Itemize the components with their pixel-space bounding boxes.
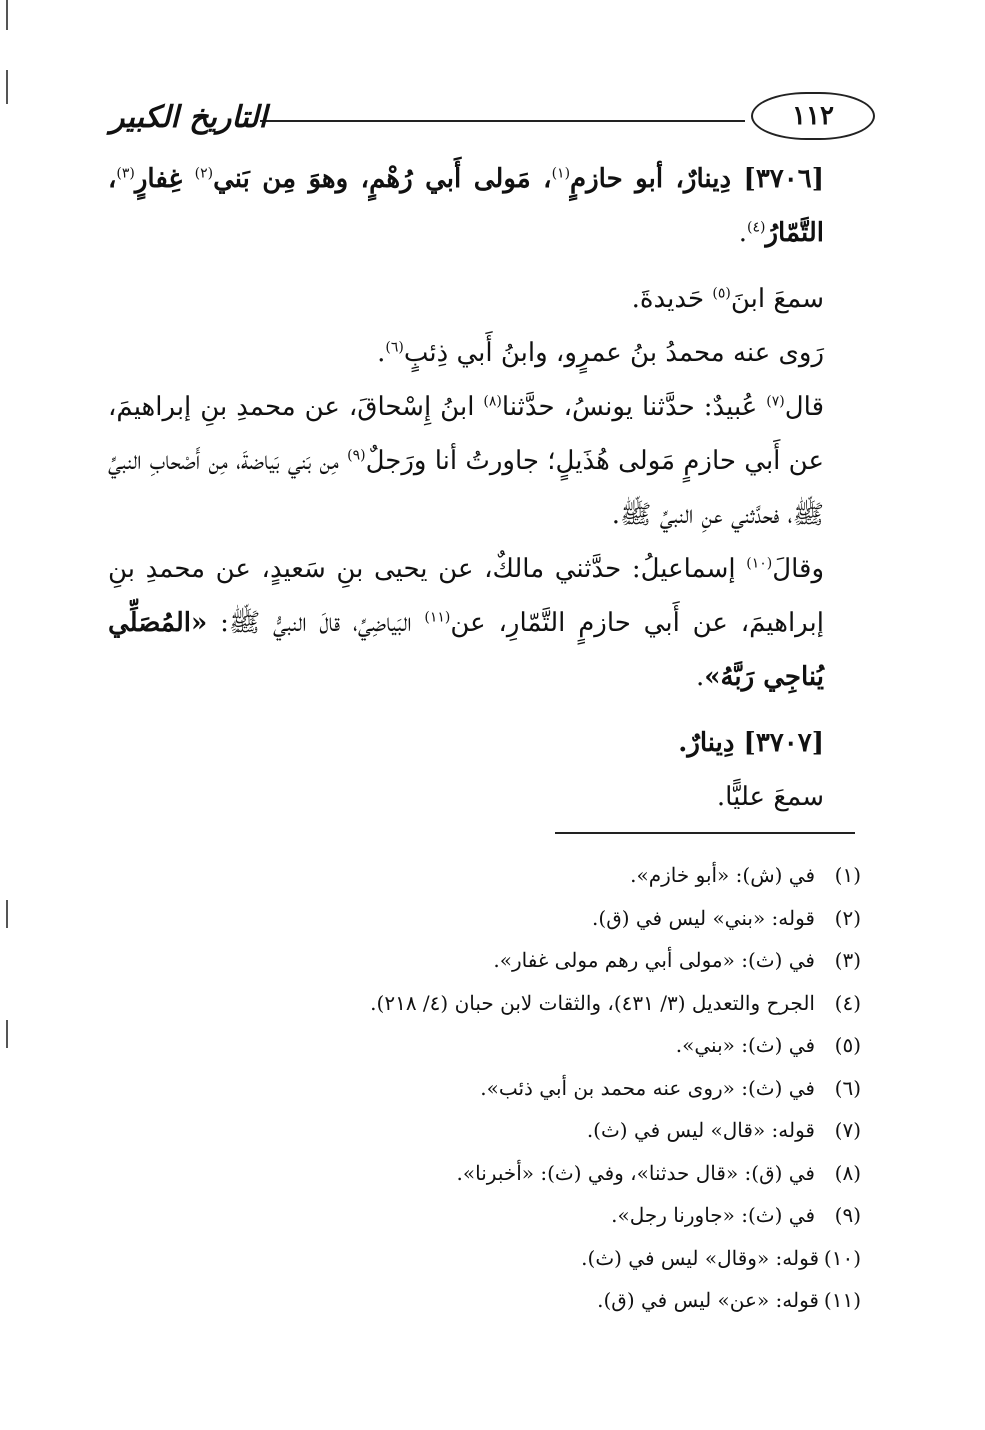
scan-edge-mark — [6, 1020, 8, 1048]
footnote-item — [221, 982, 861, 1025]
footnote-number: (٤) — [834, 990, 861, 1015]
footnote-number: (٥) — [834, 1033, 861, 1057]
footnote-item — [221, 897, 861, 940]
hadith-quote: «المُصَلِّي يُناجِي رَبَّهُ» — [108, 608, 824, 692]
footnote-number: (١١) — [823, 1288, 861, 1312]
footnote-text: قوله: «بني» ليس في (ق). — [592, 905, 815, 930]
footnote-text: قوله: «قال» ليس في (ث). — [586, 1118, 815, 1142]
body-text: قال — [784, 392, 825, 422]
footnote-number: (٦) — [834, 1075, 861, 1100]
isnad-paragraph-2 — [108, 542, 868, 704]
footnote-ref: (٣) — [116, 165, 135, 182]
footnote-text: في (ث): «مولى أبي رهم مولى غفار». — [493, 948, 815, 972]
body-text: سمعَ ابنَ — [730, 284, 824, 314]
entry-text: ، مَولى أَبي رُهْمٍ، وهوَ مِن بَني — [213, 164, 552, 194]
scan-edge-mark — [6, 0, 8, 30]
footnote-item — [221, 1109, 861, 1152]
running-header — [110, 92, 875, 148]
entry-3706 — [108, 152, 868, 260]
footnote-ref: (٢) — [194, 165, 214, 182]
footnote-ref: (٨) — [483, 393, 502, 410]
body-text: سمعَ عليًّا. — [716, 782, 824, 812]
narrated-line — [108, 326, 868, 380]
body-text: مِن بَني بَياضةَ، مِن أَصْحابِ النبيِّ ﷺ، فحدَّثني عنِ النبيِّ ﷺ. — [108, 446, 824, 530]
footnote-ref: (٧) — [766, 393, 785, 410]
footnote-item — [221, 1024, 861, 1067]
footnote-text: في (ث): «روى عنه محمد بن أبي ذئب». — [480, 1075, 815, 1100]
body-text: وقالَ — [772, 554, 824, 584]
footnote-item — [221, 854, 861, 897]
footnote-item — [221, 939, 861, 982]
body-text: . — [377, 338, 386, 368]
body-text: عُبيدٌ: حدَّثنا يونسُ، حدَّثنا — [501, 392, 767, 422]
footnote-item — [221, 1194, 861, 1237]
scan-edge-mark — [6, 70, 8, 104]
footnotes — [221, 854, 861, 1322]
footnote-number: (٨) — [834, 1160, 861, 1185]
scan-edge-mark — [6, 900, 8, 928]
footnote-ref: (٤) — [747, 219, 766, 236]
main-text — [108, 152, 868, 824]
footnote-text: قوله: «وقال» ليس في (ث). — [581, 1245, 819, 1270]
footnote-text: في (ق): «قال حدثنا»، وفي (ث): «أخبرنا». — [456, 1160, 815, 1185]
footnote-item — [221, 1067, 861, 1110]
footnote-text: في (ث): «جاورنا رجل». — [611, 1203, 815, 1227]
footnote-number: (٩) — [834, 1203, 861, 1227]
body-text: البَياضِيِّ، قالَ النبيُّ ﷺ: — [207, 608, 425, 638]
page-number: ١١٢ — [751, 92, 875, 140]
footnote-number: (١٠) — [823, 1245, 861, 1270]
footnote-ref: (٥) — [712, 285, 731, 302]
footnote-ref: (١٠) — [746, 555, 773, 572]
isnad-paragraph-1 — [108, 380, 868, 542]
footnote-text: في (ش): «أبو خازم». — [630, 863, 815, 887]
footnote-number: (٣) — [834, 948, 861, 972]
footnote-separator — [555, 832, 855, 834]
footnote-item — [221, 1279, 861, 1322]
header-rule — [260, 120, 745, 122]
footnote-text: الجرح والتعديل (٣/ ٤٣١)، والثقات لابن حبان (٤/ ٢١٨). — [370, 990, 815, 1015]
body-text: حَديدةَ. — [631, 284, 713, 314]
body-text: إسماعيلُ: حدَّثني مالكٌ، عن يحيى بنِ سَعيدٍ، عن محمدِ بنِ إبراهيمَ، عن أَبي حازمٍ التَّمّارِ، عن — [108, 554, 824, 638]
entry-3707 — [108, 716, 868, 770]
footnote-number: (١) — [834, 863, 861, 887]
body-text: . — [695, 662, 705, 692]
entry-text: غِفارٍ — [134, 164, 195, 194]
body-text: رَوى عنه محمدُ بنُ عمرٍو، وابنُ أَبي ذِئبٍ — [403, 338, 824, 368]
footnote-item — [221, 1237, 861, 1280]
running-title: التاريخ الكبير — [110, 100, 268, 135]
footnote-number: (٧) — [834, 1118, 861, 1142]
footnote-ref: (١١) — [424, 609, 451, 626]
footnote-text: في (ث): «بني». — [675, 1033, 815, 1057]
footnote-text: قوله: «عن» ليس في (ق). — [597, 1288, 819, 1312]
entry-text: ، التَّمّارُ — [108, 164, 824, 248]
entry-heading: [٣٧٠٦] دِينارٌ، أبو حازمٍ — [570, 164, 825, 194]
footnote-ref: (٦) — [385, 339, 404, 356]
heard-line-3707 — [108, 770, 868, 824]
footnote-ref: (١) — [551, 165, 571, 182]
footnote-ref: (٩) — [347, 447, 366, 464]
entry-heading: [٣٧٠٧] دِينارٌ. — [678, 728, 824, 758]
footnote-item — [221, 1152, 861, 1195]
entry-text: . — [738, 218, 748, 248]
body-text: ابنُ إِسْحاقَ، عن محمدِ بنِ إبراهيمَ، عن أَبي حازمٍ مَولى هُذَيلٍ؛ جاورتُ أنا ورَجلٌ — [108, 392, 824, 476]
footnote-number: (٢) — [834, 905, 861, 930]
heard-line — [108, 272, 868, 326]
